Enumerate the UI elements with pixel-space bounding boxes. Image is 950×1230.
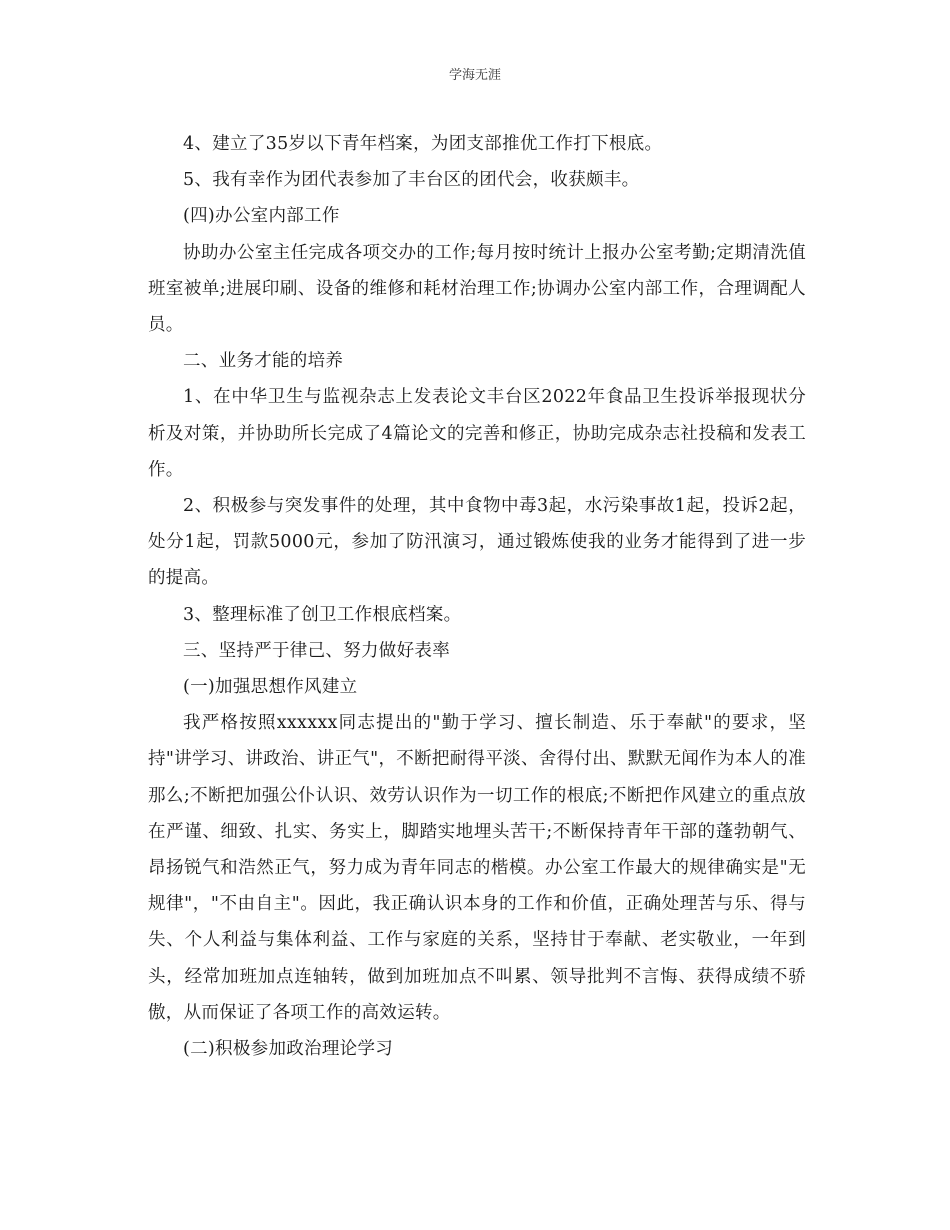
paragraph-office-duties: 协助办公室主任完成各项交办的工作;每月按时统计上报办公室考勤;定期清洗值班室被单;进展印刷、设备的维修和耗材治理工作;协调办公室内部工作，合理调配人员。 <box>148 242 806 336</box>
paragraph-youth-archive: 4、建立了35岁以下青年档案，为团支部推优工作打下根底。 <box>183 134 663 154</box>
paragraph-league-congress: 5、我有幸作为团代表参加了丰台区的团代会，收获颇丰。 <box>183 170 640 191</box>
document-body <box>148 126 806 1067</box>
paragraph-paper-publication: 1、在中华卫生与监视杂志上发表论文丰台区2022年食品卫生投诉举报现状分析及对策，并协助所长完成了4篇论文的完善和修正，协助完成杂志社投稿和发表工作。 <box>148 387 806 480</box>
paragraph-archive-standard: 3、整理标准了创卫工作根底档案。 <box>183 604 462 625</box>
section-heading-discipline: 三、坚持严于律己、努力做好表率 <box>183 640 450 661</box>
subsection-heading-theory-study: (二)积极参加政治理论学习 <box>183 1039 394 1060</box>
paragraph-emergency-handling: 2、积极参与突发事件的处理，其中食物中毒3起，水污染事故1起，投诉2起，处分1起，罚款5000元，参加了防汛演习，通过锻炼使我的业务才能得到了进一步的提高。 <box>148 496 806 589</box>
section-heading-skills: 二、业务才能的培养 <box>183 351 344 372</box>
paragraph-work-style: 我严格按照xxxxxx同志提出的"勤于学习、擅长制造、乐于奉献"的要求，坚持"讲学习、讲政治、讲正气"，不断把耐得平淡、舍得付出、默默无闻作为本人的准那么;不断把加强公仆认识、效劳认识作为一切工作的根底;不断把作风建立的重点放在严谨、细致、扎实、务实上，脚踏实地埋头苦干;不断保持青年干部的蓬勃朝气、昂扬锐气和浩然正气，努力成为青年同志的楷模。办公室工作最大的规律确实是"无规律"，"不由自主"。因此，我正确认识本身的工作和价值，正确处理苦与乐、得与失、个人利益与集体利益、工作与家庭的关系，坚持甘于奉献、老实敬业，一年到头，经常加班加点连轴转，做到加班加点不叫累、领导批判不言悔、获得成绩不骄傲，从而保证了各项工作的高效运转。 <box>148 713 806 1023</box>
subsection-heading-style: (一)加强思想作风建立 <box>183 677 358 698</box>
section-heading-office-work: (四)办公室内部工作 <box>183 206 340 227</box>
page-header: 学海无涯 <box>448 68 501 83</box>
